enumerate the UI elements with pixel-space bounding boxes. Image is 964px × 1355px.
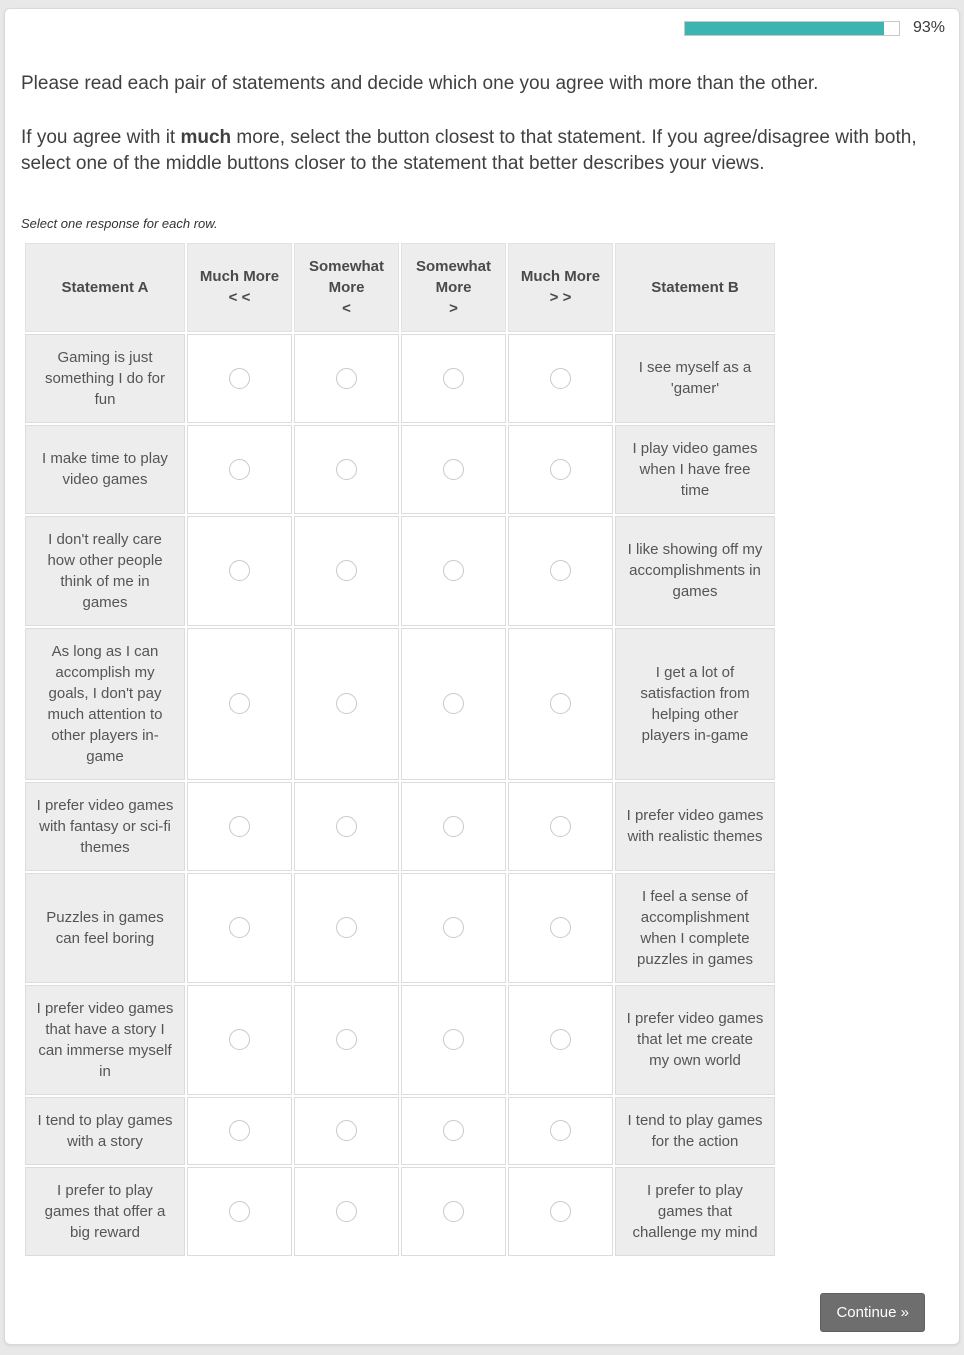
progress-track [684, 21, 900, 36]
radio-somewhat-more-b[interactable] [443, 693, 464, 714]
header-somewhat-more-a [294, 243, 399, 332]
choice-cell[interactable] [294, 334, 399, 423]
matrix-header-row [25, 243, 775, 332]
statement-a-cell: Gaming is just something I do for fun [25, 334, 185, 423]
choice-cell[interactable] [508, 782, 613, 871]
choice-cell[interactable] [508, 516, 613, 626]
radio-somewhat-more-b[interactable] [443, 917, 464, 938]
statement-a-cell: As long as I can accomplish my goals, I don't pay much attention to other players in-game [25, 628, 185, 780]
choice-cell[interactable] [187, 985, 292, 1095]
choice-cell[interactable] [401, 628, 506, 780]
choice-cell[interactable] [187, 1167, 292, 1256]
statement-b-cell: I like showing off my accomplishments in games [615, 516, 775, 626]
choice-cell[interactable] [401, 873, 506, 983]
choice-cell[interactable] [294, 782, 399, 871]
instruction-text: If you agree with it [21, 127, 181, 149]
matrix-row [25, 1167, 775, 1256]
radio-somewhat-more-b[interactable] [443, 560, 464, 581]
radio-much-more-a[interactable] [229, 693, 250, 714]
radio-much-more-a[interactable] [229, 816, 250, 837]
matrix-row [25, 334, 775, 423]
statement-pair-matrix [23, 241, 777, 1258]
header-sub-label: > [449, 299, 458, 317]
survey-content [5, 71, 959, 1258]
choice-cell[interactable] [508, 873, 613, 983]
radio-much-more-b[interactable] [550, 560, 571, 581]
radio-much-more-a[interactable] [229, 560, 250, 581]
choice-cell[interactable] [294, 516, 399, 626]
choice-cell[interactable] [508, 628, 613, 780]
matrix-row [25, 985, 775, 1095]
instruction-text: more, select the button closest to that statement. If you agree/disagree with both, select one of the middle buttons closer to the statement that better describes your views. [21, 127, 917, 175]
choice-cell[interactable] [294, 985, 399, 1095]
matrix-row [25, 628, 775, 780]
choice-cell[interactable] [401, 985, 506, 1095]
choice-cell[interactable] [294, 1097, 399, 1165]
radio-much-more-b[interactable] [550, 917, 571, 938]
header-somewhat-more-b [401, 243, 506, 332]
survey-card [4, 8, 960, 1345]
statement-a-cell: I tend to play games with a story [25, 1097, 185, 1165]
progress-fill [685, 22, 884, 35]
choice-cell[interactable] [401, 1167, 506, 1256]
statement-a-cell: Puzzles in games can feel boring [25, 873, 185, 983]
header-label: Somewhat More [308, 257, 384, 296]
statement-a-cell: I prefer video games with fantasy or sci-fi themes [25, 782, 185, 871]
instruction-bold-text: much [180, 127, 232, 149]
select-one-note: Select one response for each row. [21, 215, 218, 231]
choice-cell[interactable] [294, 1167, 399, 1256]
matrix-row [25, 873, 775, 983]
radio-somewhat-more-a[interactable] [336, 816, 357, 837]
choice-cell[interactable] [294, 873, 399, 983]
choice-cell[interactable] [508, 334, 613, 423]
radio-somewhat-more-a[interactable] [336, 1120, 357, 1141]
radio-much-more-a[interactable] [229, 1201, 250, 1222]
choice-cell[interactable] [401, 1097, 506, 1165]
progress-bar [684, 19, 945, 37]
matrix-row [25, 425, 775, 514]
choice-cell[interactable] [294, 628, 399, 780]
choice-cell[interactable] [187, 782, 292, 871]
instruction-paragraph-2 [21, 125, 941, 177]
header-much-more-a [187, 243, 292, 332]
radio-much-more-b[interactable] [550, 1201, 571, 1222]
choice-cell[interactable] [187, 873, 292, 983]
choice-cell[interactable] [508, 425, 613, 514]
radio-somewhat-more-b[interactable] [443, 1120, 464, 1141]
radio-much-more-b[interactable] [550, 1029, 571, 1050]
header-label: Somewhat More [415, 257, 491, 296]
radio-much-more-b[interactable] [550, 1120, 571, 1141]
radio-much-more-b[interactable] [550, 693, 571, 714]
choice-cell[interactable] [187, 516, 292, 626]
radio-much-more-b[interactable] [550, 816, 571, 837]
radio-somewhat-more-a[interactable] [336, 1201, 357, 1222]
radio-somewhat-more-a[interactable] [336, 560, 357, 581]
radio-somewhat-more-a[interactable] [336, 459, 357, 480]
header-sub-label: < < [228, 289, 251, 307]
statement-a-cell: I make time to play video games [25, 425, 185, 514]
statement-b-cell: I prefer to play games that challenge my mind [615, 1167, 775, 1256]
radio-somewhat-more-b[interactable] [443, 816, 464, 837]
statement-a-cell: I don't really care how other people think of me in games [25, 516, 185, 626]
statement-b-cell: I tend to play games for the action [615, 1097, 775, 1165]
radio-much-more-a[interactable] [229, 1029, 250, 1050]
choice-cell[interactable] [294, 425, 399, 514]
radio-somewhat-more-b[interactable] [443, 1201, 464, 1222]
choice-cell[interactable] [508, 985, 613, 1095]
radio-somewhat-more-b[interactable] [443, 459, 464, 480]
matrix-row [25, 1097, 775, 1165]
statement-a-cell: I prefer video games that have a story I can immerse myself in [25, 985, 185, 1095]
radio-somewhat-more-b[interactable] [443, 1029, 464, 1050]
choice-cell[interactable] [187, 628, 292, 780]
continue-button[interactable]: Continue » [820, 1293, 925, 1332]
radio-much-more-a[interactable] [229, 1120, 250, 1141]
statement-a-cell: I prefer to play games that offer a big reward [25, 1167, 185, 1256]
choice-cell[interactable] [508, 1097, 613, 1165]
choice-cell[interactable] [187, 334, 292, 423]
choice-cell[interactable] [187, 425, 292, 514]
statement-b-cell: I prefer video games with realistic themes [615, 782, 775, 871]
choice-cell[interactable] [401, 334, 506, 423]
statement-b-cell: I get a lot of satisfaction from helping other players in-game [615, 628, 775, 780]
radio-somewhat-more-b[interactable] [443, 368, 464, 389]
header-statement-a [25, 243, 185, 332]
radio-much-more-a[interactable] [229, 917, 250, 938]
header-label: Statement B [651, 278, 739, 296]
choice-cell[interactable] [401, 516, 506, 626]
radio-much-more-a[interactable] [229, 459, 250, 480]
radio-much-more-b[interactable] [550, 459, 571, 480]
instructions [21, 71, 941, 178]
progress-percent-label: 93% [912, 19, 945, 36]
matrix-body [25, 334, 775, 1256]
radio-somewhat-more-a[interactable] [336, 693, 357, 714]
statement-b-cell: I see myself as a 'gamer' [615, 334, 775, 423]
instruction-paragraph-1: Please read each pair of statements and decide which one you agree with more than the other. [21, 73, 819, 94]
radio-somewhat-more-a[interactable] [336, 1029, 357, 1050]
radio-somewhat-more-a[interactable] [336, 917, 357, 938]
matrix-row [25, 782, 775, 871]
radio-much-more-b[interactable] [550, 368, 571, 389]
radio-somewhat-more-a[interactable] [336, 368, 357, 389]
header-label: Much More [520, 268, 601, 286]
header-sub-label: > > [549, 289, 572, 307]
header-label: Much More [199, 268, 280, 286]
header-statement-b [615, 243, 775, 332]
choice-cell[interactable] [508, 1167, 613, 1256]
choice-cell[interactable] [401, 782, 506, 871]
choice-cell[interactable] [401, 425, 506, 514]
header-much-more-b [508, 243, 613, 332]
radio-much-more-a[interactable] [229, 368, 250, 389]
statement-b-cell: I feel a sense of accomplishment when I complete puzzles in games [615, 873, 775, 983]
statement-b-cell: I prefer video games that let me create my own world [615, 985, 775, 1095]
matrix-row [25, 516, 775, 626]
header-sub-label: < [342, 299, 351, 317]
choice-cell[interactable] [187, 1097, 292, 1165]
statement-b-cell: I play video games when I have free time [615, 425, 775, 514]
header-label: Statement A [61, 278, 149, 296]
